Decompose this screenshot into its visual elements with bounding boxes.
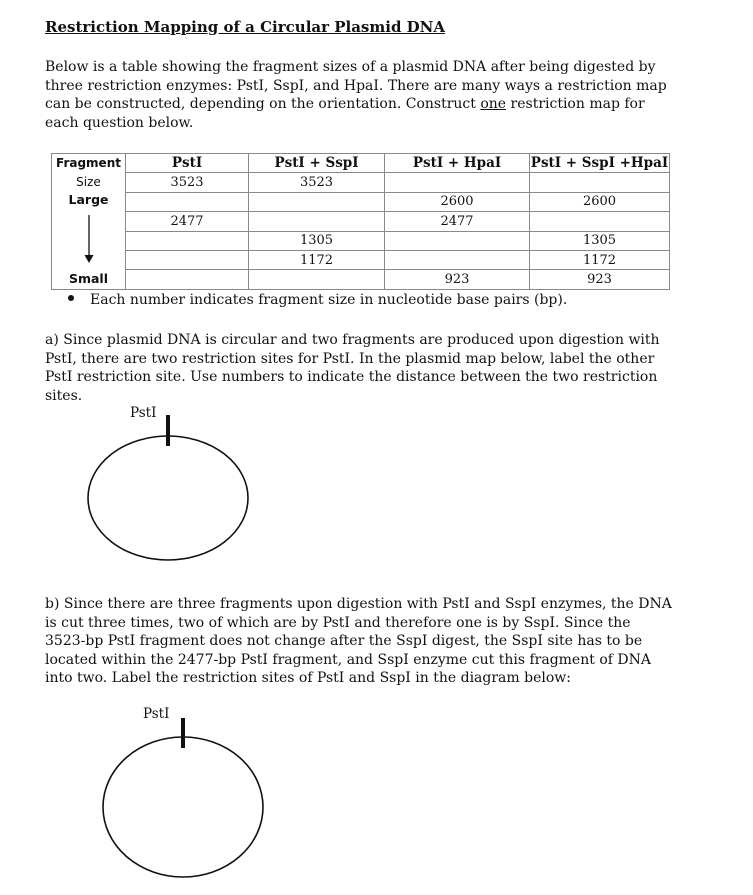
header-psti-sspi: PstI + SspI: [249, 154, 385, 173]
bullet-icon: [68, 295, 74, 301]
intro-paragraph: [45, 58, 675, 132]
plasmid-circle-b: [103, 737, 263, 877]
table-cell: [249, 212, 385, 231]
table-cell: [530, 212, 670, 231]
table-row: [52, 270, 670, 289]
side-label-small-cell: [52, 270, 126, 289]
table-cell: 1305: [530, 231, 670, 250]
table-cell: [249, 192, 385, 211]
table-row: [52, 192, 670, 211]
diagram-b-psti-label: PstI: [143, 706, 170, 722]
plasmid-diagram-b: [95, 712, 275, 884]
question-a: [45, 331, 675, 405]
question-b: [45, 595, 675, 688]
side-label-large: Large: [68, 192, 109, 208]
question-b-text: b) Since there are three fragments upon digestion with PstI and SspI enzymes, the DNA is cut three times, two of which are by PstI and therefore one is by SspI. Since the 3523-bp PstI fragment does not change after the SspI digest, the SspI site has to be located within the 2477-bp PstI fragment, and SspI enzyme cut this fragment of DNA into two. Label the restriction sites of PstI and SspI in the diagram below:: [45, 596, 672, 686]
plasmid-diagram-a: [80, 410, 260, 570]
table-cell: 2477: [126, 212, 249, 231]
intro-text-before: Below is a table showing the fragment sizes of a plasmid DNA after being digested by three restriction enzymes: PstI, SspI, and HpaI. There are many ways a restriction map can be constructed, depending on the orientation. Construct: [45, 59, 667, 112]
intro-text-after: restriction map for each question below.: [45, 96, 645, 131]
table-cell: 1172: [249, 250, 385, 269]
table-cell: [249, 270, 385, 289]
table-row: [52, 173, 670, 192]
table-cell: 2600: [385, 192, 530, 211]
table-cell: 2600: [530, 192, 670, 211]
table-row: [52, 250, 670, 269]
diagram-a-psti-label: PstI: [130, 405, 157, 421]
fragment-size-table: [51, 153, 670, 290]
side-arrow-cell: [52, 212, 126, 270]
table-cell: 923: [385, 270, 530, 289]
side-label-fragment-cell: [52, 154, 126, 173]
header-psti: PstI: [126, 154, 249, 173]
table-cell: 3523: [126, 173, 249, 192]
down-arrow-icon: [82, 213, 96, 265]
side-label-small: Small: [68, 271, 109, 287]
side-label-size: Size: [76, 175, 101, 190]
side-label-fragment: Fragment: [56, 156, 121, 171]
side-label-large-cell: [52, 192, 126, 211]
question-a-text: a) Since plasmid DNA is circular and two fragments are produced upon digestion with PstI, there are two restriction sites for PstI. In the plasmid map below, label the other PstI restriction site. Use numbers to indicate the distance between the two restriction sites.: [45, 332, 660, 404]
bullet-note-text: Each number indicates fragment size in nucleotide base pairs (bp).: [90, 292, 568, 308]
table-header-row: [52, 154, 670, 173]
bullet-note: [68, 292, 567, 308]
table-cell: [126, 231, 249, 250]
table-cell: 1305: [249, 231, 385, 250]
table-cell: 3523: [249, 173, 385, 192]
table-cell: [126, 270, 249, 289]
side-label-size-cell: [52, 173, 126, 192]
table-cell: 2477: [385, 212, 530, 231]
table-cell: 1172: [530, 250, 670, 269]
table-row: [52, 231, 670, 250]
table-cell: [385, 173, 530, 192]
table-cell: [530, 173, 670, 192]
plasmid-circle-a: [88, 436, 248, 560]
table-cell: [385, 250, 530, 269]
page-title: Restriction Mapping of a Circular Plasmid DNA: [45, 18, 446, 36]
table-row: [52, 212, 670, 231]
table-cell: [126, 192, 249, 211]
table-cell: 923: [530, 270, 670, 289]
header-psti-hpai: PstI + HpaI: [385, 154, 530, 173]
table-cell: [126, 250, 249, 269]
header-psti-sspi-hpai: PstI + SspI +HpaI: [530, 155, 669, 172]
table-cell: [385, 231, 530, 250]
intro-emphasis: one: [480, 96, 507, 112]
